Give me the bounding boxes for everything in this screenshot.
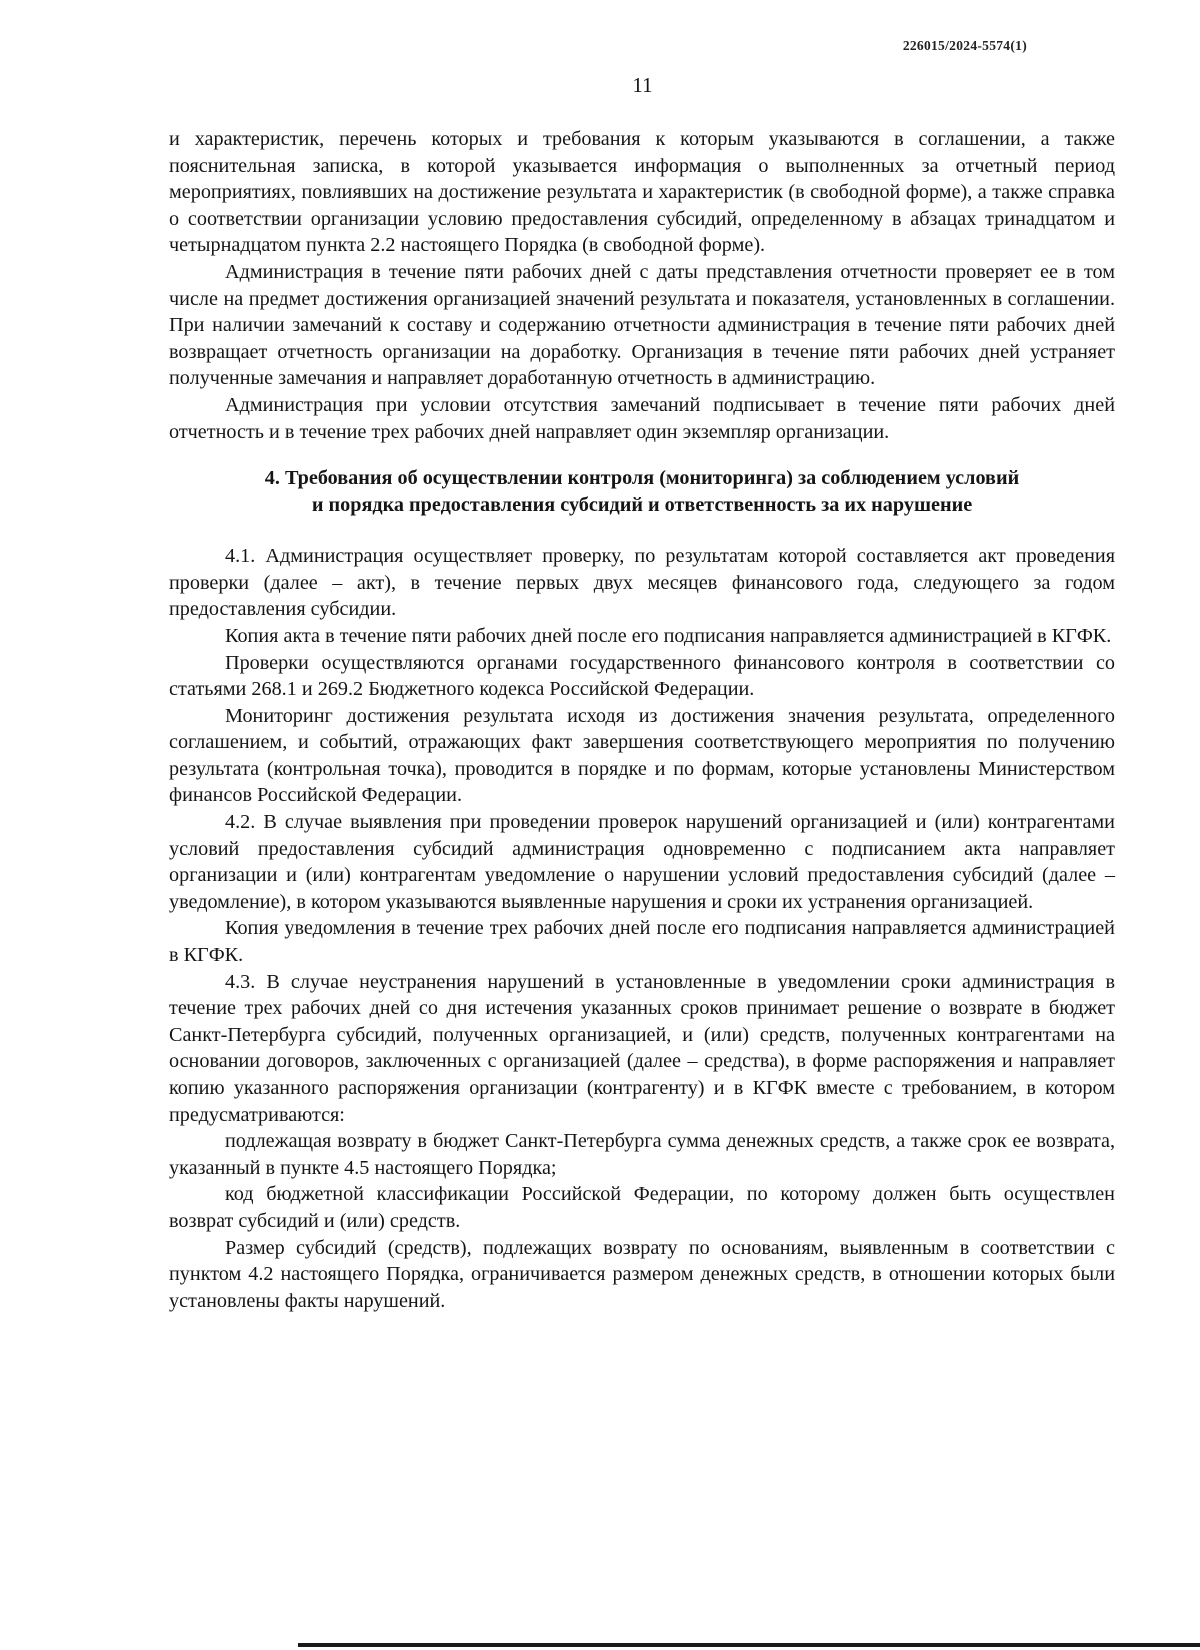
scan-edge-line — [298, 1643, 1200, 1647]
paragraph: 4.3. В случае неустранения нарушений в установленные в уведомлении сроки администрация в течение трех рабочих дней со дня истечения указанных сроков принимает решение о возврате в бюджет Санкт-Петербурга субсидий, полученных организацией, и (или) средств, полученных контрагентами на основании договоров, заключенных с организацией (далее – средства), в форме распоряжения и направляет копию указанного распоряжения организации (контрагенту) и в КГФК вместе с требованием, в котором предусматриваются: — [169, 970, 1115, 1126]
paragraph: 4.2. В случае выявления при проведении проверок нарушений организацией и (или) контрагентами условий предоставления субсидий администрация одновременно с подписанием акта направляет организации и (или) контрагентам уведомление о нарушении условий предоставления субсидий (далее – уведомление), в котором указываются выявленные нарушения и сроки их устранения организацией. — [169, 811, 1115, 913]
page-number: 11 — [632, 73, 653, 97]
document-body — [169, 126, 1115, 1314]
paragraph: Администрация в течение пяти рабочих дней с даты представления отчетности проверяет ее в том числе на предмет достижения организацией значений результата и показателя, установленных в соглашении. При наличии замечаний к составу и содержанию отчетности администрация в течение пяти рабочих дней возвращает отчетность организации на доработку. Организация в течение пяти рабочих дней устраняет полученные замечания и направляет доработанную отчетность в администрацию. — [169, 260, 1115, 390]
paragraph: Размер субсидий (средств), подлежащих возврату по основаниям, выявленным в соответствии с пунктом 4.2 настоящего Порядка, ограничивается размером денежных средств, в отношении которых были установлены факты нарушений. — [169, 1236, 1115, 1312]
paragraph: 4.1. Администрация осуществляет проверку, по результатам которой составляется акт проведения проверки (далее – акт), в течение первых двух месяцев финансового года, следующего за годом предоставления субсидии. — [169, 545, 1115, 621]
section-heading-line: и порядка предоставления субсидий и ответственность за их нарушение — [311, 494, 973, 517]
paragraph: код бюджетной классификации Российской Федерации, по которому должен быть осуществлен возврат субсидий и (или) средств. — [169, 1183, 1115, 1232]
paragraph: Копия акта в течение пяти рабочих дней после его подписания направляется администрацией в КГФК. — [225, 624, 1112, 647]
paragraph: Проверки осуществляются органами государственного финансового контроля в соответствии со статьями 268.1 и 269.2 Бюджетного кодекса Российской Федерации. — [169, 651, 1115, 701]
paragraph: Администрация при условии отсутствия замечаний подписывает в течение пяти рабочих дней отчетность и в течение трех рабочих дней направляет один экземпляр организации. — [169, 393, 1115, 443]
section-heading — [169, 465, 1115, 519]
document-id: 226015/2024-5574(1) — [902, 38, 1027, 53]
paragraph: Копия уведомления в течение трех рабочих дней после его подписания направляется администрацией в КГФК. — [169, 917, 1115, 967]
paragraph: Мониторинг достижения результата исходя из достижения значения результата, определенного соглашением, и событий, отражающих факт завершения соответствующего мероприятия по получению результата (контрольная точка), проводится в порядке и по формам, которые установлены Министерством финансов Российской Федерации. — [169, 704, 1115, 807]
paragraph: и характеристик, перечень которых и требования к которым указываются в соглашении, а также пояснительная записка, в которой указывается информация о выполненных за отчетный период мероприятиях, повлиявших на достижение результата и характеристик (в свободной форме), а также справка о соответствии организации условию предоставления субсидий, определенному в абзацах тринадцатом и четырнадцатом пункта 2.2 настоящего Порядка (в свободной форме). — [169, 128, 1115, 257]
section-heading-line: 4. Требования об осуществлении контроля (мониторинга) за соблюдением условий — [264, 467, 1020, 490]
paragraph: подлежащая возврату в бюджет Санкт-Петербурга сумма денежных средств, а также срок ее возврата, указанный в пункте 4.5 настоящего Порядка; — [169, 1130, 1115, 1179]
